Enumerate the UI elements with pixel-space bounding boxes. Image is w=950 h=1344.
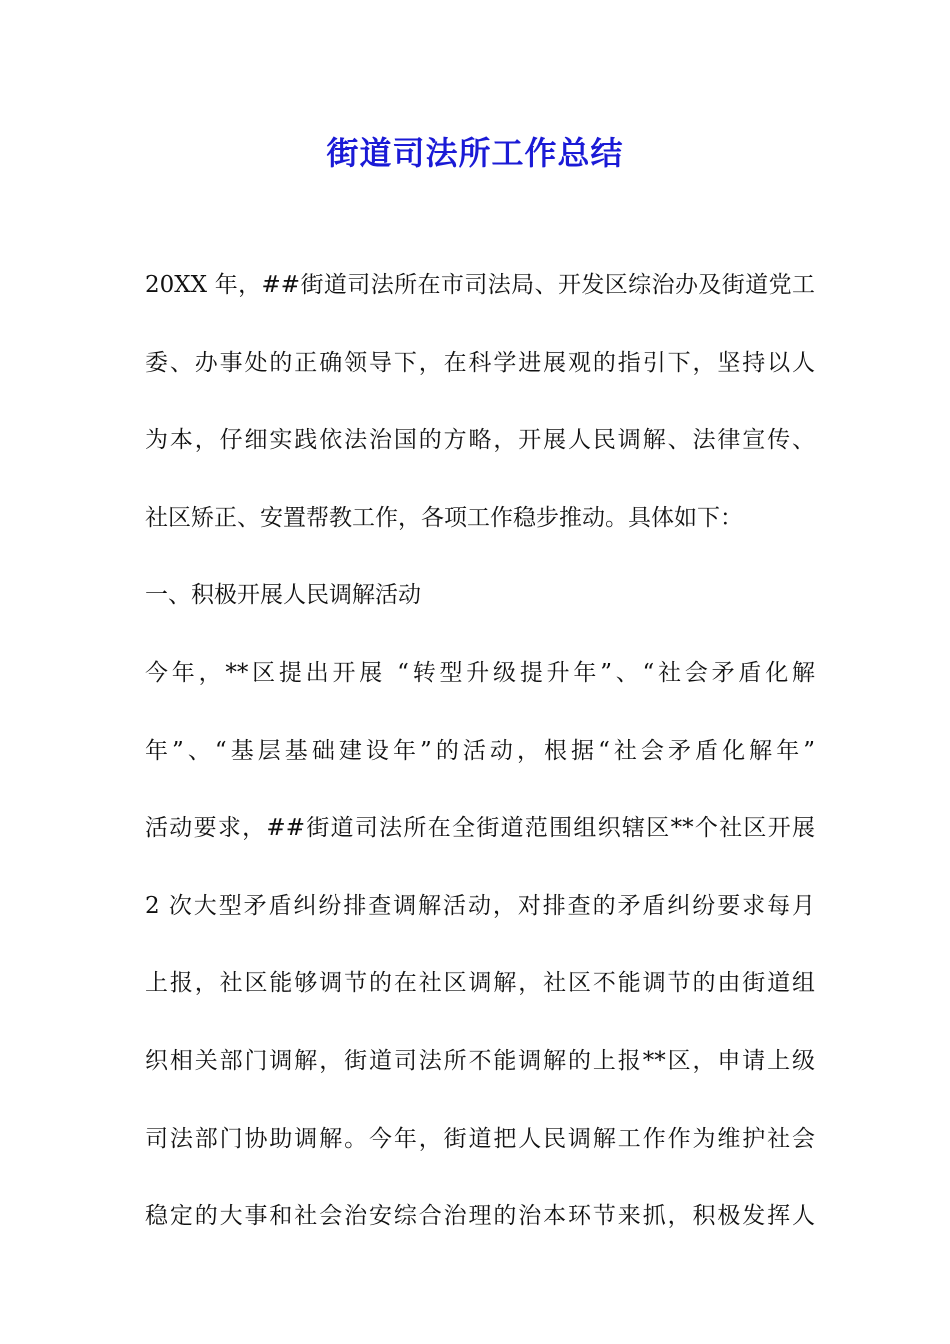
paragraph-line-11: 司法部门协助调解。今年，街道把人民调解工作作为维护社会 xyxy=(145,1125,815,1152)
paragraph-line-2: 委、办事处的正确领导下，在科学进展观的指引下，坚持以人 xyxy=(145,349,815,376)
paragraph-line-1: 20XX 年，##街道司法所在市司法局、开发区综治办及街道党工 xyxy=(145,272,815,298)
paragraph-line-7: 活动要求，##街道司法所在全街道范围组织辖区**个社区开展 xyxy=(145,815,815,842)
document-title: 街道司法所工作总结 xyxy=(326,134,624,172)
paragraph-line-10: 织相关部门调解，街道司法所不能调解的上报**区，申请上级 xyxy=(145,1047,815,1074)
document-body xyxy=(145,262,815,1271)
paragraph-line-5: 今年，**区提出开展 “转型升级提升年”、“社会矛盾化解 xyxy=(145,659,815,686)
paragraph-line-9: 上报，社区能够调节的在社区调解，社区不能调节的由街道组 xyxy=(145,970,815,997)
paragraph-line-8: 2 次大型矛盾纠纷排查调解活动，对排查的矛盾纠纷要求每月 xyxy=(145,892,815,919)
paragraph-line-6: 年”、“基层基础建设年”的活动，根据“社会矛盾化解年” xyxy=(145,737,815,764)
section-heading-1: 一、积极开展人民调解活动 xyxy=(145,582,421,609)
paragraph-line-4: 社区矫正、安置帮教工作，各项工作稳步推动。具体如下： xyxy=(145,504,743,531)
paragraph-line-3: 为本，仔细实践依法治国的方略，开展人民调解、法律宣传、 xyxy=(145,427,815,454)
paragraph-line-12: 稳定的大事和社会治安综合治理的治本环节来抓，积极发挥人 xyxy=(145,1203,815,1230)
